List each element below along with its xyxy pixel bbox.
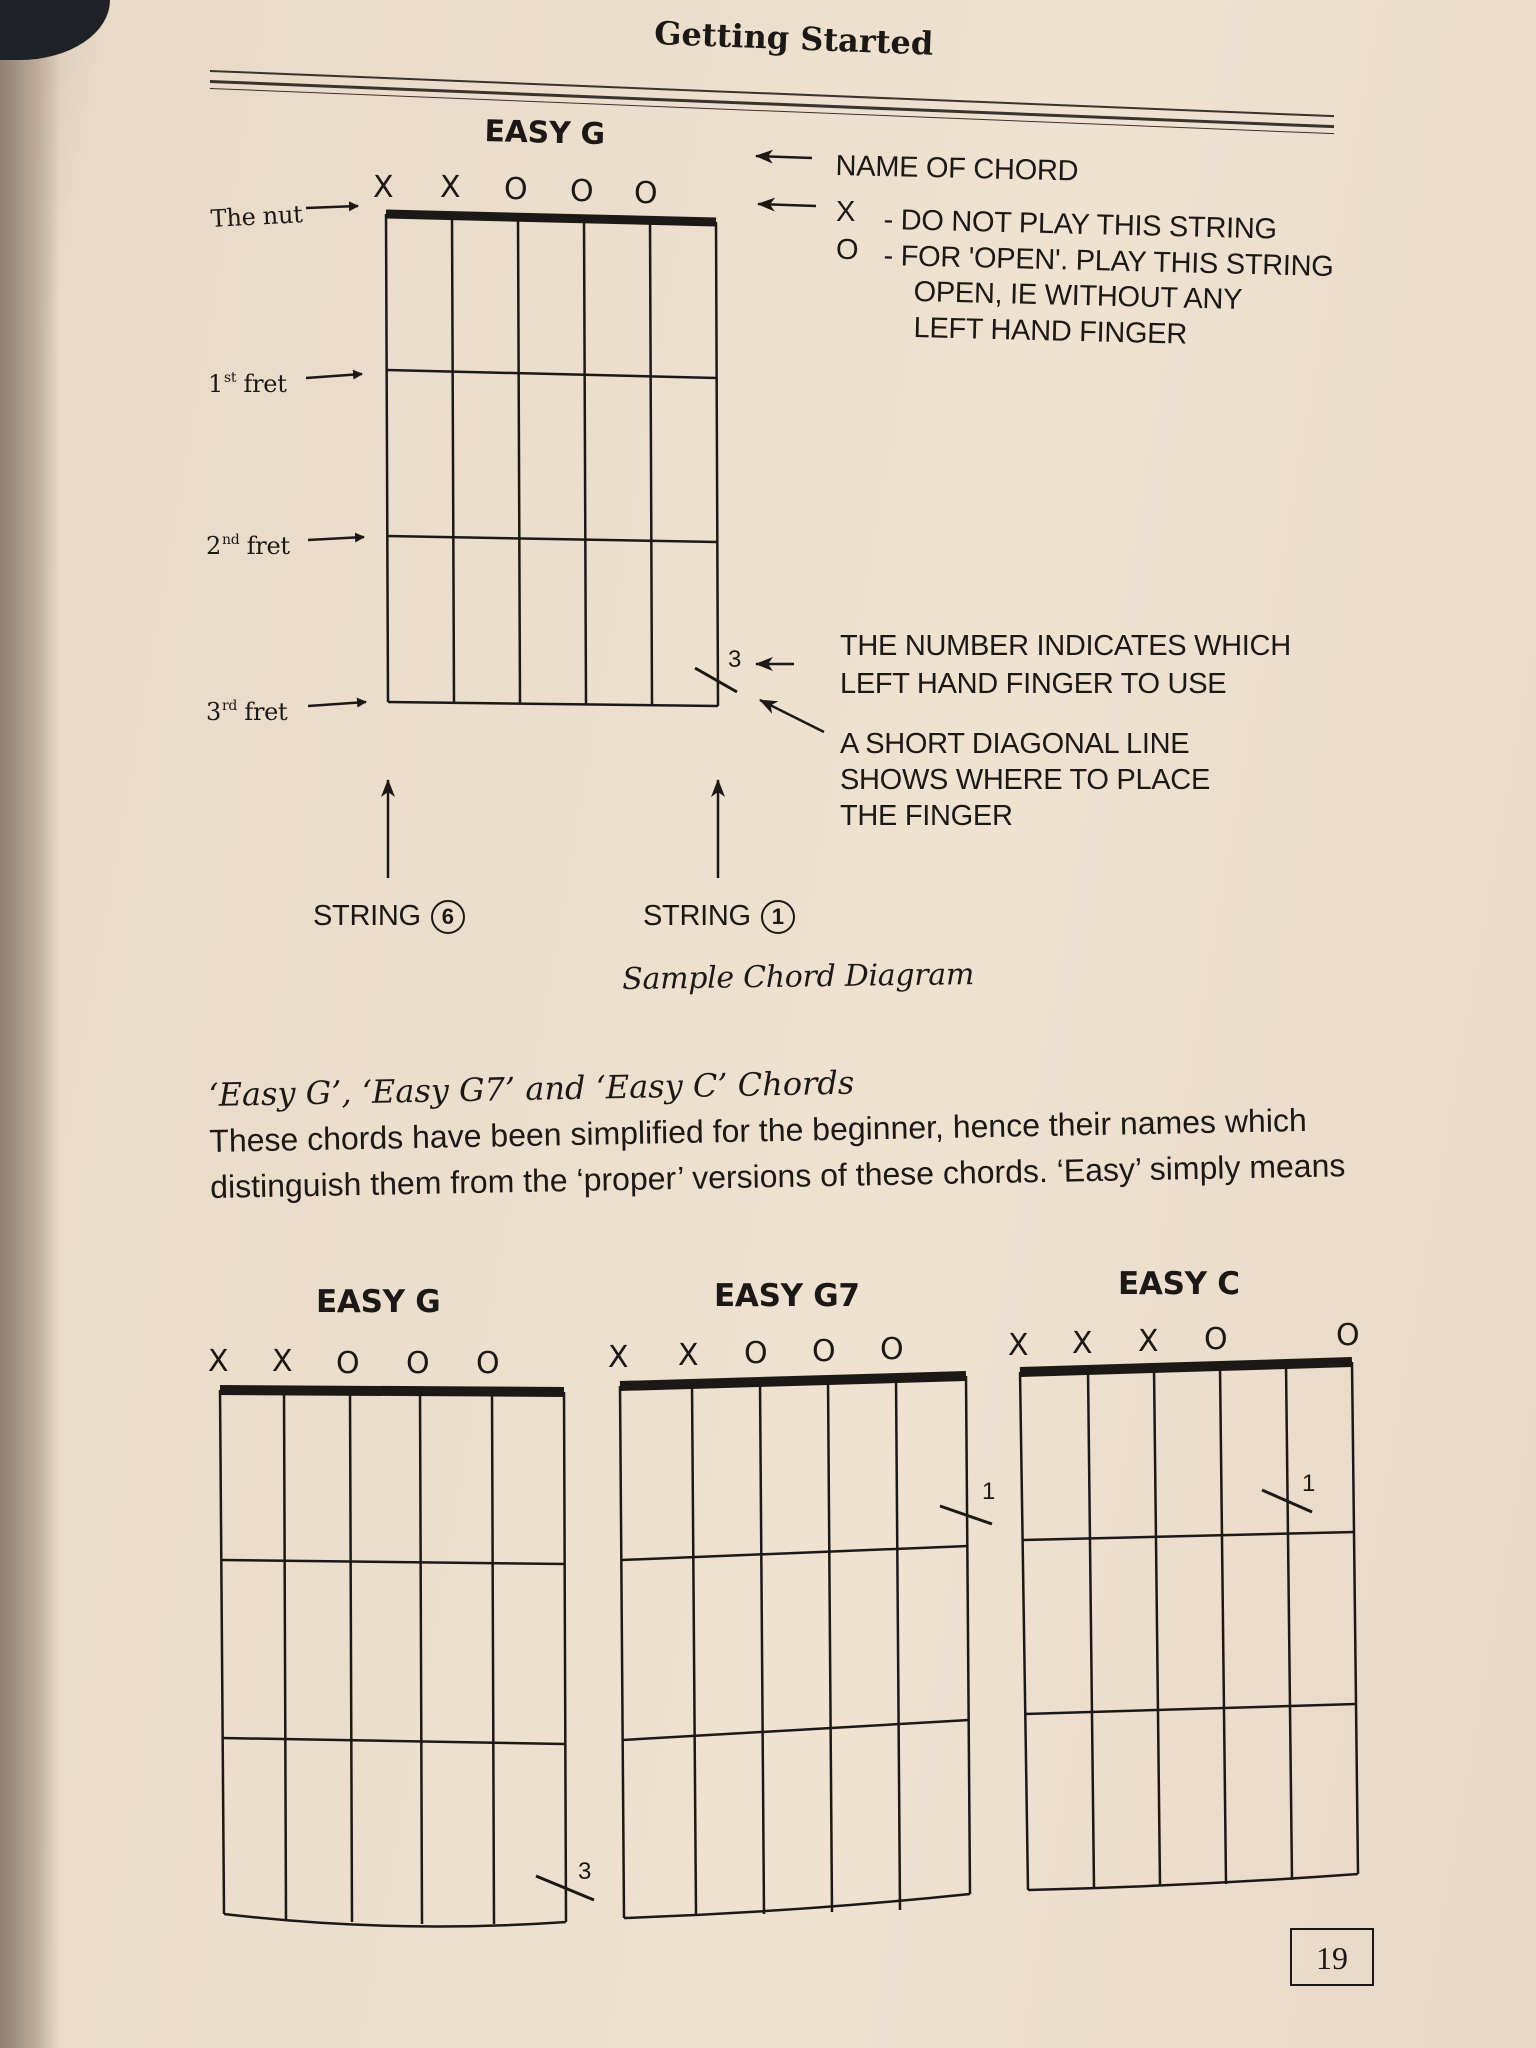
string1-label: STRING 1 [643,900,795,934]
marker-x: X [678,1338,699,1373]
legend-diagonal-text-1: A SHORT DIAGONAL LINE [840,728,1190,760]
marker-x: X [440,170,461,205]
marker-x: X [1138,1324,1159,1359]
marker-o: O [406,1346,430,1381]
legend-x-symbol: X [836,196,856,228]
sample-chord-grid [386,214,737,706]
string6-number: 6 [431,900,465,934]
chord-name-easy-c: EASY C [1118,1266,1240,1302]
chord-name-easy-g: EASY G [316,1284,441,1320]
marker-x: X [208,1344,229,1379]
string1-number: 1 [761,900,795,934]
marker-o: O [570,174,594,209]
marker-o: O [812,1334,836,1369]
easy-g-chord-grid [220,1390,594,1927]
section-body [208,1050,1360,1210]
sample-finger-number: 3 [728,646,742,673]
legend-x-text: - DO NOT PLAY THIS STRING [883,204,1278,246]
section-heading: ‘Easy G’, ‘Easy G7’ and ‘Easy C’ Chords [208,1063,855,1114]
marker-o: O [744,1336,768,1371]
marker-x: X [1008,1328,1029,1363]
string6-label: STRING 6 [313,900,465,934]
legend-name-of-chord: NAME OF CHORD [835,150,1079,188]
body-line-1: These chords have been simplified for the beginner, hence their names which [208,1101,1307,1159]
marker-o: O [634,176,658,211]
easy-g7-chord-grid [620,1376,992,1918]
easy-g7-finger-number: 1 [982,1478,996,1505]
page-number: 19 [1290,1928,1374,1986]
fret3-arrow [308,702,366,706]
annotation-arrows [306,156,824,878]
diagonal-line-arrow [760,700,824,732]
x-o-arrow [758,204,816,206]
legend-o-text-2: OPEN, IE WITHOUT ANY [913,276,1243,317]
easy-c-chord-grid [1020,1362,1358,1890]
marker-x: X [608,1340,629,1375]
easy-c-finger-number: 1 [1302,1470,1316,1497]
nut-label: The nut [210,200,304,233]
sample-chord-name: EASY G [484,114,606,153]
fret2-label: 2nd fret [206,532,290,560]
fret2-arrow [308,537,364,540]
marker-o: O [504,172,528,207]
legend-o-text: - FOR 'OPEN'. PLAY THIS STRING [883,240,1334,283]
legend-diagonal-text-2: SHOWS WHERE TO PLACE [840,764,1210,796]
legend-diagonal-text-3: THE FINGER [840,800,1013,832]
marker-x: X [1072,1326,1093,1361]
marker-o: O [336,1346,360,1381]
legend-o-text-3: LEFT HAND FINGER [913,312,1188,351]
marker-o: O [880,1332,904,1367]
legend-o-symbol: O [836,234,859,266]
marker-x: X [373,170,394,205]
legend-number-text-1: THE NUMBER INDICATES WHICH [840,630,1291,662]
fret1-label: 1st fret [208,370,287,398]
easy-g-finger-number: 3 [578,1858,592,1885]
legend-number-text-2: LEFT HAND FINGER TO USE [840,668,1227,700]
marker-o: O [1336,1318,1360,1353]
chord-name-easy-g7: EASY G7 [714,1278,860,1314]
nut-arrow [306,206,358,208]
marker-x: X [272,1344,293,1379]
body-line-2: distinguish them from the ‘proper’ versions of these chords. ‘Easy’ simply means [209,1147,1346,1205]
fret1-arrow [306,374,362,378]
marker-o: O [476,1346,500,1381]
name-of-chord-arrow [756,156,812,158]
running-header: Getting Started [653,14,934,63]
marker-o: O [1204,1322,1228,1357]
fret3-label: 3rd fret [206,698,288,726]
diagram-caption: Sample Chord Diagram [622,957,975,997]
